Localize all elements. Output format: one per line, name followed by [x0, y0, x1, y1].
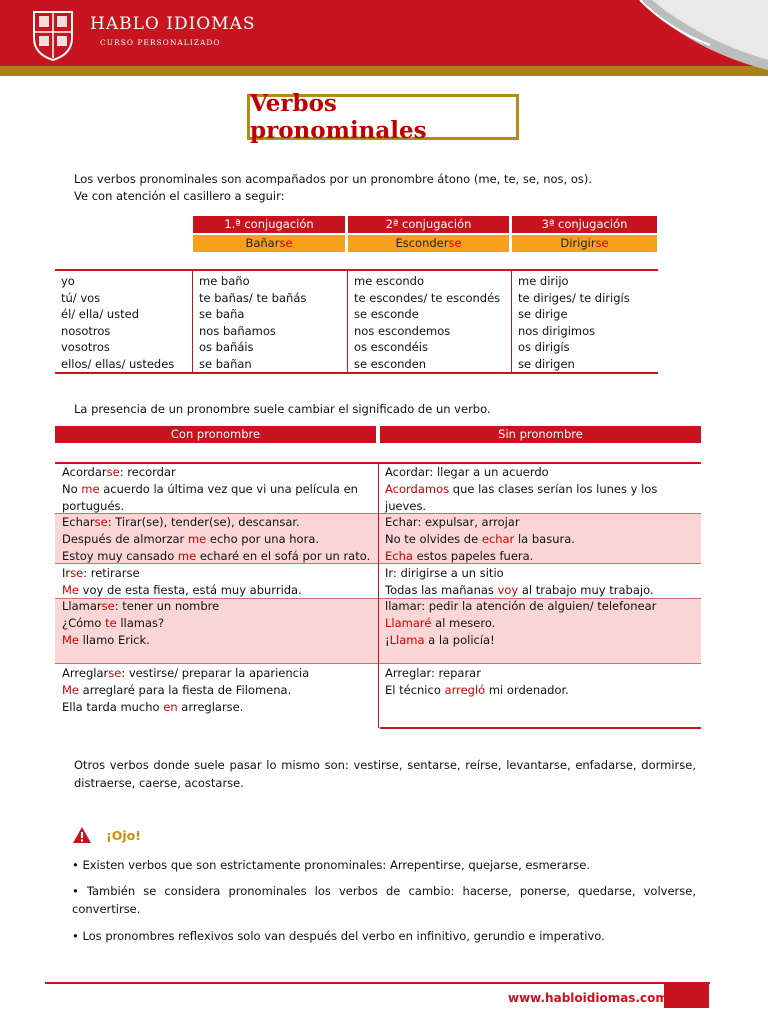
text: Llamar — [62, 599, 102, 613]
meaning-header-with: Con pronombre — [55, 426, 376, 443]
conj-table-top-rule — [55, 269, 658, 271]
text: El técnico — [385, 683, 445, 697]
pronoun-highlight: se — [101, 599, 115, 613]
verb-highlight: echar — [481, 532, 515, 546]
text: Acordar: llegar a un acuerdo — [385, 465, 549, 479]
cell-line — [385, 565, 699, 582]
cell-line — [385, 514, 699, 531]
cell-line — [385, 682, 699, 699]
meaning-right-cell — [385, 565, 699, 599]
text: llamo Erick. — [79, 633, 150, 647]
pronoun-cell: ellos/ ellas/ ustedes — [61, 356, 175, 371]
conj-header-1: 1.ª conjugación — [193, 216, 345, 233]
cell-line — [385, 531, 699, 548]
text: ¿Cómo — [62, 616, 106, 630]
text: mi ordenador. — [485, 683, 569, 697]
text: voy de esta fiesta, está muy aburrida. — [79, 583, 302, 597]
cell-line — [62, 514, 374, 531]
cell-line — [62, 498, 374, 515]
warning-icon — [72, 826, 92, 844]
text: : tener un nombre — [114, 599, 220, 613]
pronoun-highlight: se — [108, 666, 122, 680]
pronoun-cell: él/ ella/ usted — [61, 307, 140, 321]
cell-line — [62, 598, 374, 615]
text: portugués. — [62, 499, 125, 513]
text: la basura. — [514, 532, 575, 546]
pronoun-highlight: me — [177, 549, 197, 563]
pronoun-highlight: se — [94, 515, 108, 529]
verb-suffix: se — [448, 236, 462, 250]
cell-line — [62, 464, 374, 481]
pronoun-highlight: Me — [62, 683, 79, 697]
text: : vestirse/ preparar la apariencia — [121, 666, 310, 680]
text: No te olvides de — [385, 532, 482, 546]
cell-line — [62, 699, 374, 716]
text: Ir: dirigirse a un sitio — [385, 566, 504, 580]
footer-website-link[interactable]: www.habloidiomas.com — [508, 991, 668, 1005]
cell-line — [62, 548, 374, 565]
text: Echar — [62, 515, 95, 529]
page-title: Verbos pronominales — [250, 90, 427, 144]
cell-line — [385, 481, 699, 515]
pronoun-highlight: se — [70, 566, 84, 580]
meaning-right-cell — [385, 665, 699, 699]
cell-line — [385, 582, 699, 599]
pronoun-cell: tú/ vos — [61, 290, 101, 305]
cell-line — [385, 464, 699, 481]
conj-header-2: 2ª conjugación — [348, 216, 509, 233]
verb-stem: Esconder — [395, 236, 449, 250]
verb-highlight: Llama — [389, 633, 425, 647]
cell-line — [385, 598, 699, 615]
conj-divider — [347, 271, 348, 372]
footer-accent-block — [664, 982, 709, 1008]
meaning-left-cell — [62, 514, 374, 565]
brand-tagline: CURSO PERSONALIZADO — [100, 38, 221, 47]
text: : retirarse — [83, 566, 140, 580]
conj-header-3: 3ª conjugación — [512, 216, 657, 233]
footer-rule — [45, 982, 710, 984]
conj-cell: te diriges/ te dirigís — [518, 290, 630, 305]
text: : recordar — [119, 465, 176, 479]
text: llamas? — [116, 616, 165, 630]
text: arreglarse. — [177, 700, 244, 714]
meaning-intro: La presencia de un pronombre suele cambiar el significado de un verbo. — [74, 402, 491, 416]
cell-line — [62, 632, 374, 649]
text: Acordar — [62, 465, 107, 479]
text: No — [62, 482, 82, 496]
cell-line — [62, 615, 374, 632]
others-paragraph: Otros verbos donde suele pasar lo mismo son: vestirse, sentarse, reírse, levantarse, enfadarse, dormirse, distraerse, caerse, acostarse. — [74, 758, 696, 790]
conj-cell: nos dirigimos — [518, 323, 596, 338]
conj-cell: se esconde — [354, 307, 419, 321]
pronoun-highlight: me — [81, 482, 100, 496]
text: Echar: expulsar, arrojar — [385, 515, 520, 529]
text: Arreglar: reparar — [385, 666, 481, 680]
cell-line — [62, 665, 374, 682]
conj-cell: se baña — [199, 307, 245, 321]
text: llamar: pedir la atención de alguien/ telefonear — [385, 599, 657, 613]
pronoun-cell: yo — [61, 274, 75, 288]
cell-line — [62, 582, 374, 599]
meaning-left-cell — [62, 565, 374, 599]
warning-bullet: • Existen verbos que son estrictamente pronominales: Arrepentirse, quejarse, esmerarse. — [72, 858, 590, 872]
shield-logo-icon — [30, 6, 76, 62]
verb-highlight: voy — [497, 583, 519, 597]
cell-line — [62, 682, 374, 699]
pronoun-highlight: en — [163, 700, 178, 714]
pronoun-column — [61, 273, 174, 372]
text: que las clases serían los lunes y los jueves. — [385, 482, 658, 513]
conj-cell: se dirige — [518, 307, 568, 321]
cell-line — [62, 481, 374, 498]
intro-line-2: Ve con atención el casillero a seguir: — [74, 189, 285, 203]
intro-line-1: Los verbos pronominales son acompañados por un pronombre átono (me, te, se, nos, os). — [74, 172, 593, 186]
text: arreglaré para la fiesta de Filomena. — [79, 683, 292, 697]
meaning-right-cell — [385, 514, 699, 565]
cell-line — [385, 615, 699, 632]
conj-divider — [192, 271, 193, 372]
warning-title: ¡Ojo! — [106, 828, 141, 843]
meaning-header-without: Sin pronombre — [380, 426, 701, 443]
conj-cell: te escondes/ te escondés — [354, 290, 501, 305]
cell-line — [62, 565, 374, 582]
conj-verb-3 — [512, 235, 657, 252]
meaning-right-cell — [385, 464, 699, 515]
verb-suffix: se — [595, 236, 609, 250]
text: acuerdo la última vez que vi una película en — [99, 482, 358, 496]
conj-column-1 — [199, 273, 306, 372]
conj-cell: os bañáis — [199, 340, 254, 354]
verb-highlight: Llamaré — [385, 616, 432, 630]
conj-verb-1 — [193, 235, 345, 252]
conj-divider — [511, 271, 512, 372]
warning-bullet: • También se considera pronominales los verbos de cambio: hacerse, ponerse, quedarse, volverse, convertirse. — [72, 884, 696, 916]
text: a la policía! — [424, 633, 495, 647]
meaning-table-divider — [378, 462, 379, 728]
verb-highlight: Echa — [385, 549, 413, 563]
verb-suffix: se — [279, 236, 293, 250]
text: al trabajo muy trabajo. — [518, 583, 654, 597]
meaning-left-cell — [62, 665, 374, 716]
conj-cell: se dirigen — [518, 356, 575, 371]
conj-cell: me escondo — [354, 274, 424, 288]
pronoun-cell: nosotros — [61, 323, 111, 338]
cell-line — [385, 665, 699, 682]
conj-cell: me baño — [199, 274, 250, 288]
conj-cell: me dirijo — [518, 274, 569, 288]
conj-cell: os dirigís — [518, 340, 570, 354]
meaning-right-cell — [385, 598, 699, 649]
meaning-left-cell — [62, 464, 374, 515]
brand-name: HABLO IDIOMAS — [90, 14, 256, 34]
pronoun-highlight: se — [106, 465, 120, 479]
verb-stem: Dirigir — [560, 236, 596, 250]
verb-highlight: Acordamos — [385, 482, 450, 496]
cell-line — [62, 531, 374, 548]
conj-cell: se esconden — [354, 356, 427, 371]
page-curl-decoration — [630, 0, 768, 80]
conj-verb-2 — [348, 235, 509, 252]
meaning-table-bottom-rule — [380, 727, 701, 729]
text: Después de almorzar — [62, 532, 188, 546]
pronoun-highlight: Me — [62, 583, 79, 597]
pronoun-highlight: me — [187, 532, 207, 546]
conj-cell: os escondéis — [354, 340, 428, 354]
text: echo por una hora. — [206, 532, 320, 546]
text: echaré en el sofá por un rato. — [196, 549, 371, 563]
conj-table-bottom-rule — [55, 372, 658, 374]
cell-line — [385, 632, 699, 649]
conj-column-3 — [518, 273, 630, 372]
pronoun-highlight: te — [105, 616, 117, 630]
text: ¡ — [385, 633, 390, 647]
warning-bullet: • Los pronombres reflexivos solo van después del verbo en infinitivo, gerundio e imperativo. — [72, 929, 605, 943]
text: al mesero. — [431, 616, 496, 630]
pronoun-highlight: Me — [62, 633, 79, 647]
text: Ella tarda mucho — [62, 700, 164, 714]
conj-cell: se bañan — [199, 356, 252, 371]
text: Ir — [62, 566, 71, 580]
meaning-left-cell — [62, 598, 374, 649]
title-box — [247, 90, 519, 144]
text: Estoy muy cansado — [62, 549, 178, 563]
conj-cell: nos bañamos — [199, 323, 276, 338]
cell-line — [385, 548, 699, 565]
text: : Tirar(se), tender(se), descansar. — [107, 515, 300, 529]
verb-highlight: arregló — [444, 683, 486, 697]
conj-cell: te bañas/ te bañás — [199, 290, 307, 305]
verb-stem: Bañar — [245, 236, 280, 250]
text: estos papeles fuera. — [412, 549, 534, 563]
conj-cell: nos escondemos — [354, 323, 451, 338]
conj-column-2 — [354, 273, 500, 372]
text: Arreglar — [62, 666, 109, 680]
pronoun-cell: vosotros — [61, 340, 110, 354]
text: Todas las mañanas — [385, 583, 498, 597]
